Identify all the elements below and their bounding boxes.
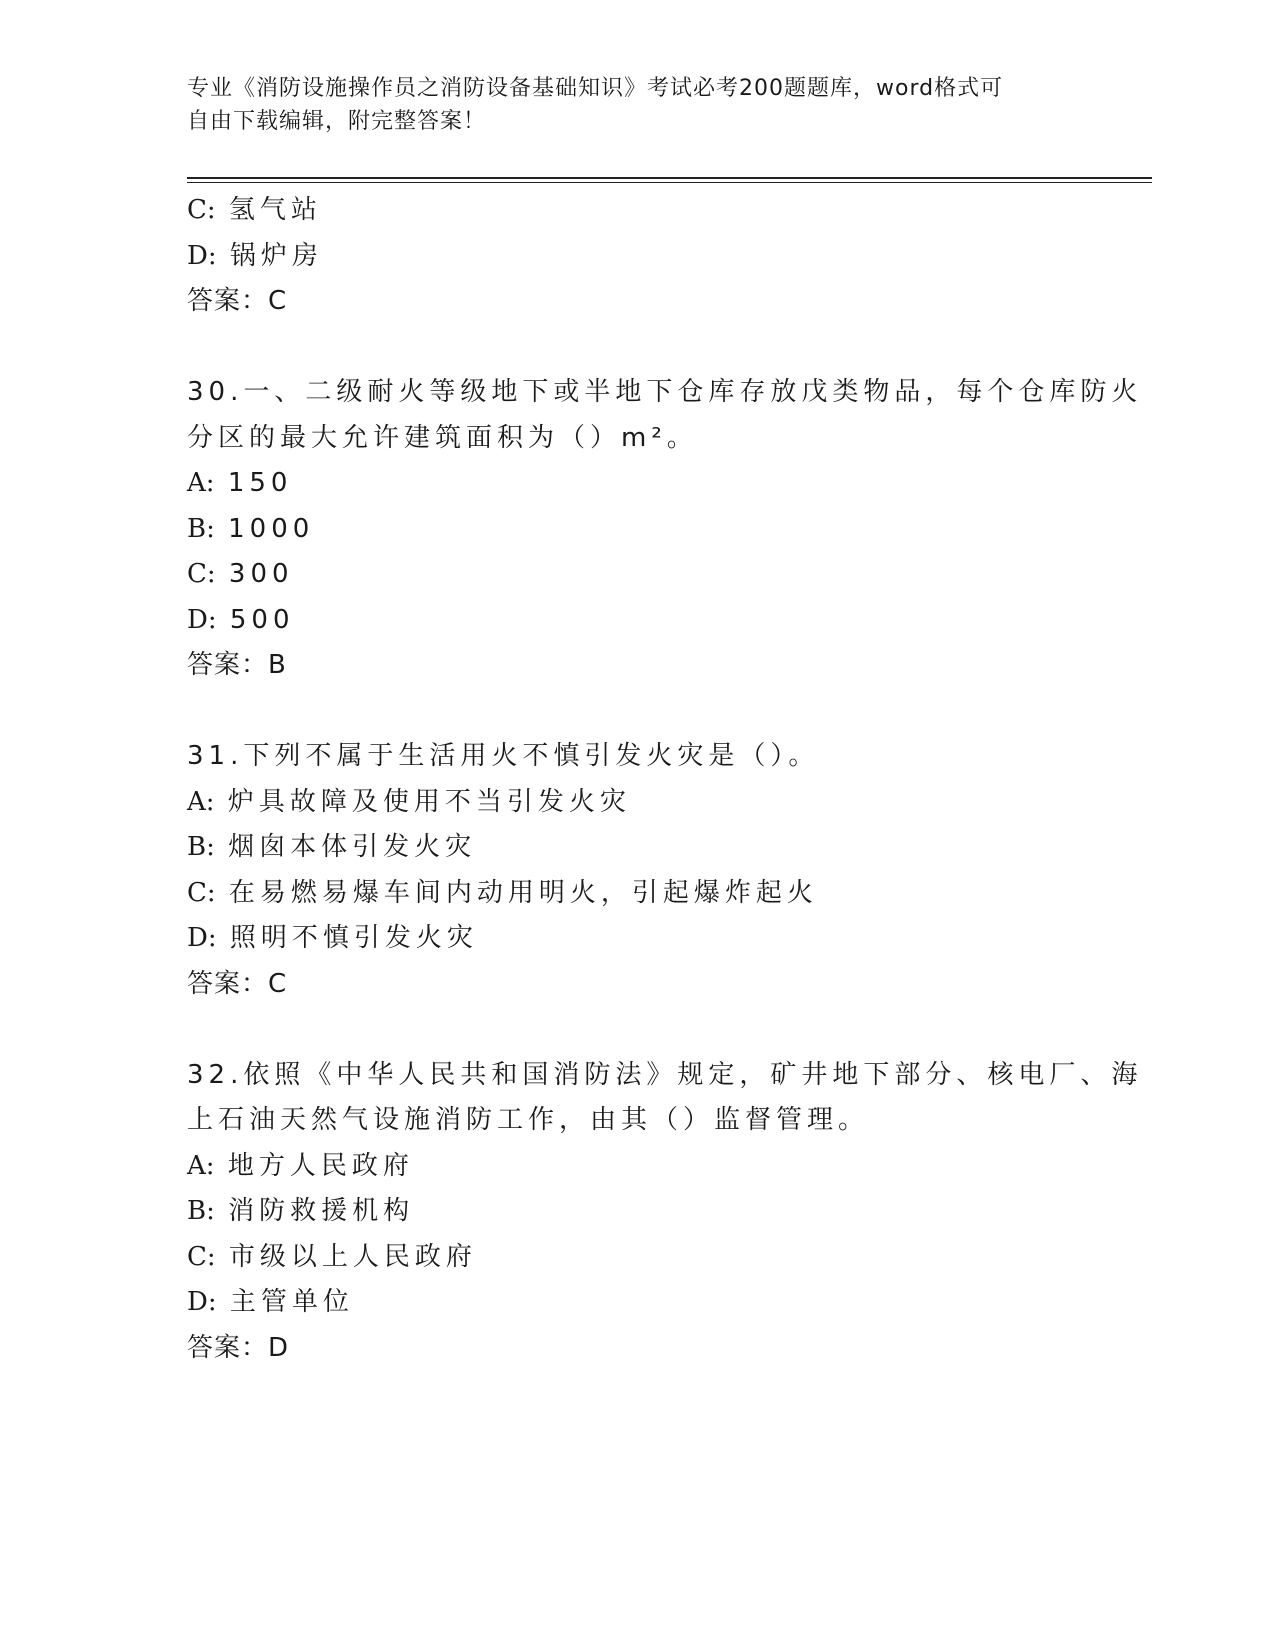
question-32	[187, 1053, 1143, 1372]
option-letter: A:	[187, 468, 215, 498]
question-stem: 30.一、二级耐火等级地下或半地下仓库存放戊类物品，每个仓库防火	[187, 377, 1143, 407]
option-line	[187, 825, 1087, 871]
option-line	[187, 1235, 1087, 1281]
document-header	[187, 72, 1087, 138]
spacer	[187, 325, 1087, 371]
question-stem: 31.下列不属于生活用火不慎引发火灾是（）。	[187, 741, 820, 771]
option-letter: A:	[187, 786, 215, 817]
question-list	[187, 188, 1143, 1371]
option-line	[187, 188, 1087, 234]
option-text: 地方人民政府	[227, 1150, 414, 1181]
option-line	[187, 234, 1087, 280]
option-letter: C:	[187, 877, 216, 908]
question-stem: 上石油天然气设施消防工作，由其（）监督管理。	[187, 1105, 870, 1135]
option-line	[187, 507, 1087, 553]
question-31	[187, 734, 1087, 1007]
question-30	[187, 370, 1143, 689]
option-letter: B:	[187, 832, 215, 862]
option-text: 在易燃易爆车间内动用明火，引起爆炸起火	[228, 877, 818, 908]
spacer	[187, 689, 1087, 735]
question-stem: 32.依照《中华人民共和国消防法》规定，矿井地下部分、核电厂、海	[187, 1059, 1143, 1090]
option-text: 锅炉房	[229, 240, 323, 271]
option-line	[187, 1189, 1087, 1235]
option-letter: D:	[187, 240, 217, 271]
answer-line: 答案：C	[187, 968, 288, 999]
option-line	[187, 598, 1087, 644]
option-text: 500	[229, 604, 295, 635]
question-stem: 分区的最大允许建筑面积为（）m²。	[187, 422, 698, 453]
option-line	[187, 1280, 1087, 1326]
option-text: 消防救援机构	[228, 1196, 415, 1226]
spacer	[187, 1007, 1087, 1053]
option-text: 照明不慎引发火灾	[229, 923, 478, 953]
option-text: 主管单位	[229, 1287, 354, 1317]
answer-line: 答案：C	[187, 286, 288, 316]
option-letter: B:	[187, 513, 215, 544]
header-divider-thick	[187, 177, 1152, 179]
header-line-1: 专业《消防设施操作员之消防设备基础知识》考试必考200题题库，word格式可	[187, 76, 1004, 101]
option-text: 1000	[228, 513, 315, 544]
option-text: 150	[227, 468, 293, 498]
option-text: 300	[228, 559, 294, 589]
prev-question	[187, 188, 1087, 325]
option-letter: C:	[187, 559, 216, 589]
option-text: 炉具故障及使用不当引发火灾	[227, 786, 631, 817]
option-letter: C:	[187, 195, 216, 225]
option-letter: D:	[187, 923, 217, 953]
header-line-2: 自由下载编辑，附完整答案！	[187, 109, 487, 134]
option-letter: D:	[187, 1287, 217, 1317]
option-text: 烟囱本体引发火灾	[228, 832, 477, 862]
option-letter: D:	[187, 604, 217, 635]
option-line	[187, 461, 1087, 507]
option-letter: A:	[187, 1150, 215, 1181]
option-text: 市级以上人民政府	[228, 1241, 477, 1272]
option-line	[187, 780, 1087, 826]
answer-line: 答案：B	[187, 650, 287, 680]
option-line	[187, 1144, 1087, 1190]
option-line	[187, 871, 1087, 917]
header-divider-thin	[187, 182, 1152, 183]
option-letter: C:	[187, 1241, 216, 1272]
answer-line: 答案：D	[187, 1332, 290, 1363]
option-letter: B:	[187, 1196, 215, 1226]
option-line	[187, 916, 1087, 962]
option-text: 氢气站	[228, 195, 322, 225]
option-line	[187, 552, 1087, 598]
